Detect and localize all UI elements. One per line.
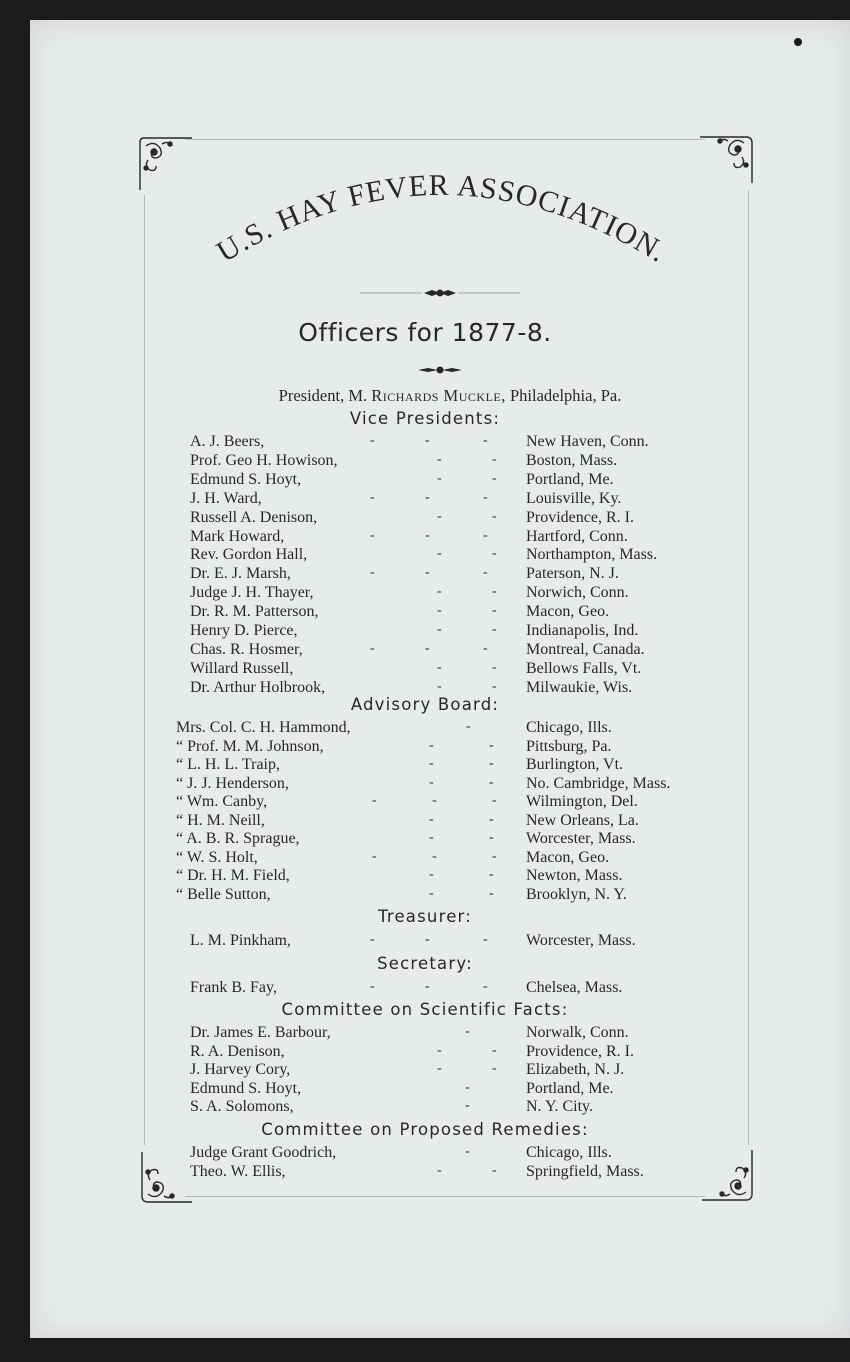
leader-dash: - (437, 470, 442, 486)
officer-place: Providence, R. I. (526, 1042, 634, 1060)
leader-dash: - (437, 1042, 442, 1058)
officer-place: Elizabeth, N. J. (526, 1061, 625, 1078)
officer-row (0, 867, 850, 886)
divider-ornament-top (360, 286, 520, 298)
leader-dash: - (489, 811, 494, 827)
officer-place: Milwaukie, Wis. (526, 678, 633, 696)
officer-place: Providence, R. I. (526, 508, 634, 526)
officer-row (0, 1043, 850, 1062)
leader-dash: - (489, 737, 494, 753)
officer-place: Indianapolis, Ind. (526, 622, 639, 639)
leader-dash: - (492, 603, 497, 619)
leader-dash: - (483, 932, 488, 947)
officer-row (0, 812, 850, 831)
leader-dash: - (466, 719, 471, 734)
officer-place: Montreal, Canada. (526, 640, 645, 658)
leader-dash: - (492, 622, 497, 637)
leader-dash: - (489, 756, 494, 771)
leader-dash: - (425, 489, 430, 505)
leader-dash: - (429, 811, 434, 827)
association-title-arch (0, 0, 850, 330)
officer-place: No. Cambridge, Mass. (526, 774, 671, 792)
leader-dash: - (489, 867, 494, 882)
officer-row (0, 641, 850, 660)
officer-row (0, 546, 850, 565)
section-title: Treasurer: (377, 907, 473, 926)
officer-row (0, 471, 850, 490)
leader-dash: - (437, 584, 442, 600)
officer-name: Willard Russell, (190, 659, 294, 677)
leader-dash: - (483, 640, 488, 656)
leader-dash: - (370, 565, 375, 581)
leader-dash: - (483, 527, 488, 543)
leader-dash: - (437, 678, 442, 694)
officer-name: Theo. W. Ellis, (190, 1162, 286, 1180)
officer-row (0, 565, 850, 584)
officer-place: Newton, Mass. (526, 867, 623, 884)
officer-row (0, 584, 850, 603)
officer-place: Portland, Me. (526, 1079, 614, 1097)
leader-dash: - (492, 678, 497, 694)
officer-row (0, 775, 850, 794)
frame-bottom-line (185, 1196, 705, 1197)
officer-name: “ L. H. L. Traip, (176, 756, 280, 773)
officer-name: Judge Grant Goodrich, (190, 1144, 337, 1161)
officer-name: R. A. Denison, (190, 1042, 285, 1060)
leader-dash: - (483, 979, 488, 994)
officer-row (0, 622, 850, 641)
officer-place: New Haven, Conn. (526, 433, 649, 450)
officer-row (0, 490, 850, 509)
leader-dash: - (492, 451, 497, 467)
leader-dash: - (483, 433, 488, 448)
leader-dash: - (492, 584, 497, 600)
leader-dash: - (425, 932, 430, 947)
section-title: Advisory Board: (350, 695, 500, 714)
officer-place: Louisville, Ky. (526, 489, 622, 507)
officer-place: Paterson, N. J. (526, 565, 619, 583)
leader-dash: - (465, 1024, 470, 1039)
officer-name: Dr. Arthur Holbrook, (190, 678, 326, 696)
section-title: Committee on Proposed Remedies: (261, 1120, 589, 1139)
officer-name: Prof. Geo H. Howison, (190, 451, 338, 469)
officer-place: Chelsea, Mass. (526, 979, 623, 996)
leader-dash: - (370, 489, 375, 505)
officer-place: Chicago, Ills. (526, 719, 612, 736)
leader-dash: - (437, 622, 442, 637)
officer-row (0, 756, 850, 775)
officer-name: “ Dr. H. M. Field, (176, 867, 290, 884)
leader-dash: - (492, 508, 497, 524)
officer-name: Russell A. Denison, (190, 508, 318, 526)
officer-name: Henry D. Pierce, (190, 622, 298, 639)
leader-dash: - (465, 1079, 470, 1095)
leader-dash: - (429, 737, 434, 753)
officer-place: Norwich, Conn. (526, 584, 629, 602)
association-title: U.S. HAY FEVER ASSOCIATION. (211, 168, 673, 270)
officer-name: Frank B. Fay, (190, 979, 277, 996)
officer-name: Edmund S. Hoyt, (190, 470, 302, 488)
officer-name: “ H. M. Neill, (176, 811, 265, 829)
officer-row (0, 1163, 850, 1182)
section-title: Committee on Scientific Facts: (281, 1000, 569, 1019)
president-name: Richards Muckle, (371, 386, 506, 405)
officer-name: Dr. E. J. Marsh, (190, 565, 291, 583)
officer-row (0, 1144, 850, 1163)
leader-dash: - (370, 932, 375, 947)
leader-dash: - (425, 565, 430, 581)
leader-dash: - (429, 885, 434, 901)
leader-dash: - (370, 640, 375, 656)
officer-row (0, 886, 850, 905)
officer-name: “ A. B. R. Sprague, (176, 830, 300, 847)
leader-dash: - (437, 1061, 442, 1076)
officer-place: N. Y. City. (526, 1098, 593, 1115)
leader-dash: - (425, 979, 430, 994)
officer-row (0, 1098, 850, 1117)
officer-name: Dr. R. M. Patterson, (190, 603, 319, 621)
officer-name: Mark Howard, (190, 527, 285, 545)
officer-place: Chicago, Ills. (526, 1144, 612, 1161)
president-prefix: President, M. (278, 386, 368, 405)
officer-name: “ J. J. Henderson, (176, 774, 289, 792)
leader-dash: - (432, 848, 437, 864)
officer-place: Macon, Geo. (526, 848, 610, 866)
leader-dash: - (370, 979, 375, 994)
officer-row (0, 1080, 850, 1099)
leader-dash: - (429, 867, 434, 882)
leader-dash: - (489, 774, 494, 790)
officer-name: “ Prof. M. M. Johnson, (176, 737, 324, 755)
officer-row (0, 1024, 850, 1043)
officer-name: “ Wm. Canby, (176, 793, 268, 810)
officer-name: J. H. Ward, (190, 489, 262, 507)
leader-dash: - (492, 1162, 497, 1178)
officer-row (0, 849, 850, 868)
officer-place: Hartford, Conn. (526, 527, 628, 545)
officer-place: Boston, Mass. (526, 451, 618, 469)
leader-dash: - (492, 848, 497, 864)
leader-dash: - (492, 1042, 497, 1058)
officer-name: “ W. S. Holt, (176, 848, 258, 866)
officer-place: Pittsburg, Pa. (526, 737, 612, 755)
president-line (0, 386, 850, 406)
leader-dash: - (492, 793, 497, 808)
leader-dash: - (489, 885, 494, 901)
section-title: Secretary: (377, 954, 473, 973)
officer-place: Springfield, Mass. (526, 1162, 644, 1180)
officer-name: Judge J. H. Thayer, (190, 584, 314, 602)
officer-row (0, 1061, 850, 1080)
leader-dash: - (425, 433, 430, 448)
officer-name: Dr. James E. Barbour, (190, 1024, 331, 1041)
officer-place: Northampton, Mass. (526, 546, 658, 564)
leader-dash: - (489, 830, 494, 845)
leader-dash: - (437, 451, 442, 467)
officer-place: Portland, Me. (526, 470, 614, 488)
section-title: Vice Presidents: (349, 409, 501, 428)
officer-place: Worcester, Mass. (526, 932, 636, 949)
leader-dash: - (429, 756, 434, 771)
officer-name: A. J. Beers, (190, 433, 265, 450)
leader-dash: - (492, 470, 497, 486)
officer-place: Worcester, Mass. (526, 830, 636, 847)
leader-dash: - (372, 793, 377, 808)
leader-dash: - (425, 527, 430, 543)
officer-row (0, 830, 850, 849)
leader-dash: - (483, 565, 488, 581)
leader-dash: - (437, 546, 442, 562)
leader-dash: - (483, 489, 488, 505)
leader-dash: - (370, 433, 375, 448)
officer-row (0, 603, 850, 622)
president-place: Philadelphia, Pa. (509, 386, 622, 405)
officer-name: L. M. Pinkham, (190, 932, 291, 949)
officer-name: S. A. Solomons, (190, 1098, 294, 1115)
officer-row (0, 738, 850, 757)
officer-name: J. Harvey Cory, (190, 1061, 291, 1078)
officer-place: New Orleans, La. (526, 811, 639, 829)
leader-dash: - (492, 546, 497, 562)
officer-name: Edmund S. Hoyt, (190, 1079, 302, 1097)
officer-name: Chas. R. Hosmer, (190, 640, 303, 658)
officer-place: Bellows Falls, Vt. (526, 659, 642, 677)
officer-name: Mrs. Col. C. H. Hammond, (176, 719, 351, 736)
officer-row (0, 528, 850, 547)
officer-place: Burlington, Vt. (526, 756, 624, 773)
officer-row (0, 509, 850, 528)
officer-place: Wilmington, Del. (526, 793, 638, 810)
officer-name: Rev. Gordon Hall, (190, 546, 308, 564)
leader-dash: - (437, 659, 442, 675)
leader-dash: - (370, 527, 375, 543)
officer-row (0, 452, 850, 471)
leader-dash: - (465, 1098, 470, 1113)
leader-dash: - (492, 659, 497, 675)
leader-dash: - (425, 640, 430, 656)
officer-place: Norwalk, Conn. (526, 1024, 629, 1041)
officer-place: Brooklyn, N. Y. (526, 885, 627, 903)
officer-row (0, 433, 850, 452)
leader-dash: - (372, 848, 377, 864)
leader-dash: - (437, 603, 442, 619)
leader-dash: - (429, 830, 434, 845)
officer-row (0, 793, 850, 812)
officer-row (0, 719, 850, 738)
leader-dash: - (492, 1061, 497, 1076)
leader-dash: - (432, 793, 437, 808)
officer-name: “ Belle Sutton, (176, 885, 271, 903)
leader-dash: - (429, 774, 434, 790)
leader-dash: - (437, 1162, 442, 1178)
leader-dash: - (437, 508, 442, 524)
divider-ornament-heading (360, 363, 520, 375)
leader-dash: - (465, 1144, 470, 1159)
officers-heading: Officers for 1877-8. (298, 318, 552, 347)
officer-row (0, 932, 850, 951)
officer-place: Macon, Geo. (526, 603, 610, 621)
officer-row (0, 660, 850, 679)
officer-row (0, 979, 850, 998)
